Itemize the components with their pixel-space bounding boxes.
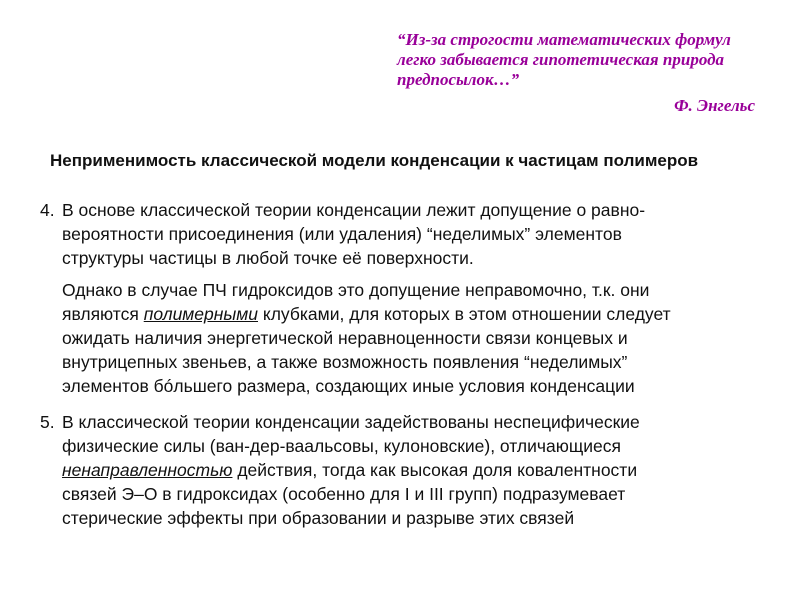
text-line: связей Э–О в гидроксидах (особенно для I и III групп) подразумевает [62, 484, 626, 504]
epigraph-line: предпосылок…” [397, 70, 520, 89]
list-item-4 [40, 198, 770, 270]
epigraph-line: легко забывается гипотетическая природа [397, 50, 725, 69]
epigraph [397, 30, 767, 116]
epigraph-line: “Из-за строгости математических формул [397, 30, 731, 49]
epigraph-author: Ф. Энгельс [674, 96, 755, 115]
text-line: В классической теории конденсации задействованы неспецифические [62, 412, 640, 432]
text-fragment: клубками, для которых в этом отношении следует [258, 304, 671, 324]
emphasized-term: полимерными [143, 304, 258, 324]
text-line: В основе классической теории конденсации лежит допущение о равно- [62, 200, 646, 220]
text-line [62, 458, 770, 482]
text-line: ожидать наличия энергетической неравноценности связи концевых и [62, 328, 628, 348]
text-fragment: являются [62, 304, 144, 324]
text-fragment: действия, тогда как высокая доля ковалентности [232, 460, 638, 480]
text-line: физические силы (ван-дер-ваальсовы, кулоновские), отличающиеся [62, 436, 622, 456]
text-line: внутрицепных звеньев, а также возможность появления “неделимых” [62, 352, 628, 372]
text-line: элементов бóльшего размера, создающих иные условия конденсации [62, 376, 635, 396]
text-line: Однако в случае ПЧ гидроксидов это допущение неправомочно, т.к. они [62, 280, 650, 300]
list-item-5 [40, 410, 770, 530]
item-number: 4. [40, 200, 55, 220]
slide-title: Неприменимость классической модели конденсации к частицам полимеров [50, 151, 699, 170]
text-line: стерические эффекты при образовании и разрыве этих связей [62, 508, 575, 528]
item-text [62, 198, 770, 270]
text-line [62, 302, 770, 326]
emphasized-term: ненаправленностью [62, 460, 233, 480]
item-4-continuation [62, 278, 770, 398]
text-line: структуры частицы в любой точке её поверхности. [62, 248, 474, 268]
item-number: 5. [40, 412, 55, 432]
slide-content [40, 198, 770, 530]
item-text [62, 410, 770, 530]
text-line: вероятности присоединения (или удаления) “неделимых” элементов [62, 224, 622, 244]
